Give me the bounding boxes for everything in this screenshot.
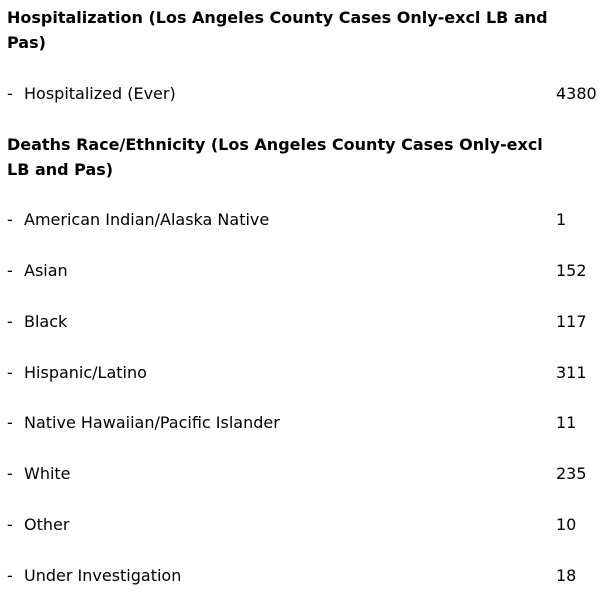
list-bullet: - xyxy=(7,515,13,534)
list-item-value: 152 xyxy=(556,261,587,280)
list-item-native-hawaiian-pacific-islander xyxy=(0,411,600,435)
list-bullet: - xyxy=(7,261,13,280)
list-item-label: Other xyxy=(24,515,70,534)
list-item-asian xyxy=(0,259,600,283)
list-item-value: 235 xyxy=(556,464,587,483)
list-item-label: Native Hawaiian/Pacific Islander xyxy=(24,413,280,432)
list-bullet: - xyxy=(7,312,13,331)
list-bullet: - xyxy=(7,84,13,103)
list-item-value: 11 xyxy=(556,413,577,432)
list-item-hispanic-latino xyxy=(0,361,600,385)
list-item-value: 311 xyxy=(556,363,587,382)
list-item-label: Hispanic/Latino xyxy=(24,363,147,382)
list-item-value: 10 xyxy=(556,515,577,534)
list-item-american-indian-alaska-native xyxy=(0,208,600,232)
list-item-value: 1 xyxy=(556,210,567,229)
list-item-black xyxy=(0,310,600,334)
deaths-race-ethnicity-heading: Deaths Race/Ethnicity (Los Angeles County Cases Only-excl LB and Pas) xyxy=(7,135,543,179)
list-item-value: 4380 xyxy=(556,84,597,103)
hospitalization-heading: Hospitalization (Los Angeles County Cases Only-excl LB and Pas) xyxy=(7,8,548,52)
list-item-value: 18 xyxy=(556,566,577,585)
list-item-label: Hospitalized (Ever) xyxy=(24,84,176,103)
list-bullet: - xyxy=(7,566,13,585)
list-bullet: - xyxy=(7,363,13,382)
list-item-label: Asian xyxy=(24,261,68,280)
list-item-label: White xyxy=(24,464,71,483)
list-item-hospitalized-ever xyxy=(0,82,600,106)
list-bullet: - xyxy=(7,413,13,432)
list-item-white xyxy=(0,462,600,486)
list-item-other xyxy=(0,513,600,537)
list-item-label: Under Investigation xyxy=(24,566,182,585)
list-bullet: - xyxy=(7,210,13,229)
list-item-label: Black xyxy=(24,312,68,331)
list-item-value: 117 xyxy=(556,312,587,331)
list-item-label: American Indian/Alaska Native xyxy=(24,210,270,229)
list-bullet: - xyxy=(7,464,13,483)
list-item-under-investigation xyxy=(0,564,600,588)
